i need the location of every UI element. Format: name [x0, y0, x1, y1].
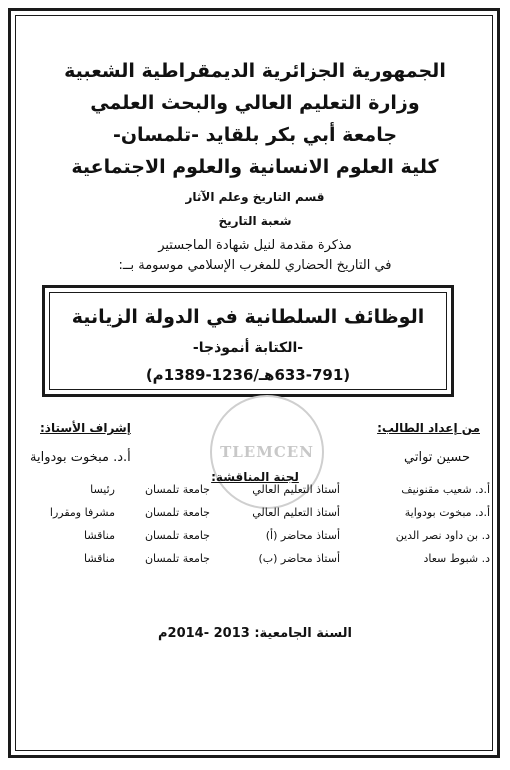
- supervisor-label: إشراف الأستاذ:: [40, 421, 131, 435]
- committee-row: [50, 529, 490, 551]
- member-university: جامعة تلمسان: [144, 552, 210, 565]
- thesis-subtitle: -الكتابة أنموذجا-: [192, 340, 304, 356]
- committee-row: [50, 506, 490, 528]
- student-name: حسين تواتي: [404, 450, 470, 465]
- member-role: مشرفا ومقررا: [49, 506, 115, 519]
- branch-title: شعبة التاريخ: [218, 214, 292, 228]
- academic-year: السنة الجامعية: 2013 -2014م: [158, 626, 352, 641]
- thesis-intro: مذكرة مقدمة لنيل شهادة الماجستير: [158, 238, 352, 253]
- member-role: مناقشا: [84, 552, 115, 565]
- member-role: رئيسا: [90, 483, 115, 496]
- member-rank: أستاذ التعليم العالي: [252, 483, 340, 496]
- department-title: قسم التاريخ وعلم الآثار: [185, 190, 325, 204]
- member-university: جامعة تلمسان: [144, 483, 210, 496]
- member-rank: أستاذ محاضر (أ): [265, 529, 340, 542]
- member-rank: أستاذ محاضر (ب): [258, 552, 340, 565]
- seal-text: TLEMCEN: [220, 443, 314, 461]
- supervisor-name: أ.د. مبخوت بودواية: [30, 450, 131, 465]
- ministry-title: وزارة التعليم العالي والبحث العلمي: [90, 92, 420, 114]
- university-title: جامعة أبي بكر بلقايد -تلمسان-: [112, 124, 398, 146]
- member-name: أ.د. مبخوت بودواية: [404, 506, 490, 519]
- faculty-title: كلية العلوم الانسانية والعلوم الاجتماعية: [71, 156, 439, 178]
- committee-row: [50, 552, 490, 574]
- member-university: جامعة تلمسان: [144, 529, 210, 542]
- member-name: د. شبوط سعاد: [423, 552, 490, 565]
- member-university: جامعة تلمسان: [144, 506, 210, 519]
- member-rank: أستاذ التعليم العالي: [252, 506, 340, 519]
- republic-title: الجمهورية الجزائرية الديمقراطية الشعبية: [64, 60, 446, 82]
- thesis-title-box: [42, 285, 454, 397]
- committee-label: لجنة المناقشة:: [211, 470, 299, 484]
- member-name: أ.د. شعيب مقنونيف: [401, 483, 490, 496]
- member-name: د. بن داود نصر الدين: [395, 529, 490, 542]
- thesis-title: الوظائف السلطانية في الدولة الزيانية: [71, 306, 425, 328]
- committee-row: [50, 483, 490, 505]
- prepared-by-label: من إعداد الطالب:: [377, 421, 480, 435]
- member-role: مناقشا: [84, 529, 115, 542]
- thesis-field: في التاريخ الحضاري للمغرب الإسلامي موسومة بــ:: [118, 258, 392, 273]
- thesis-dates: (633-791هـ/1236-1389م): [145, 366, 351, 384]
